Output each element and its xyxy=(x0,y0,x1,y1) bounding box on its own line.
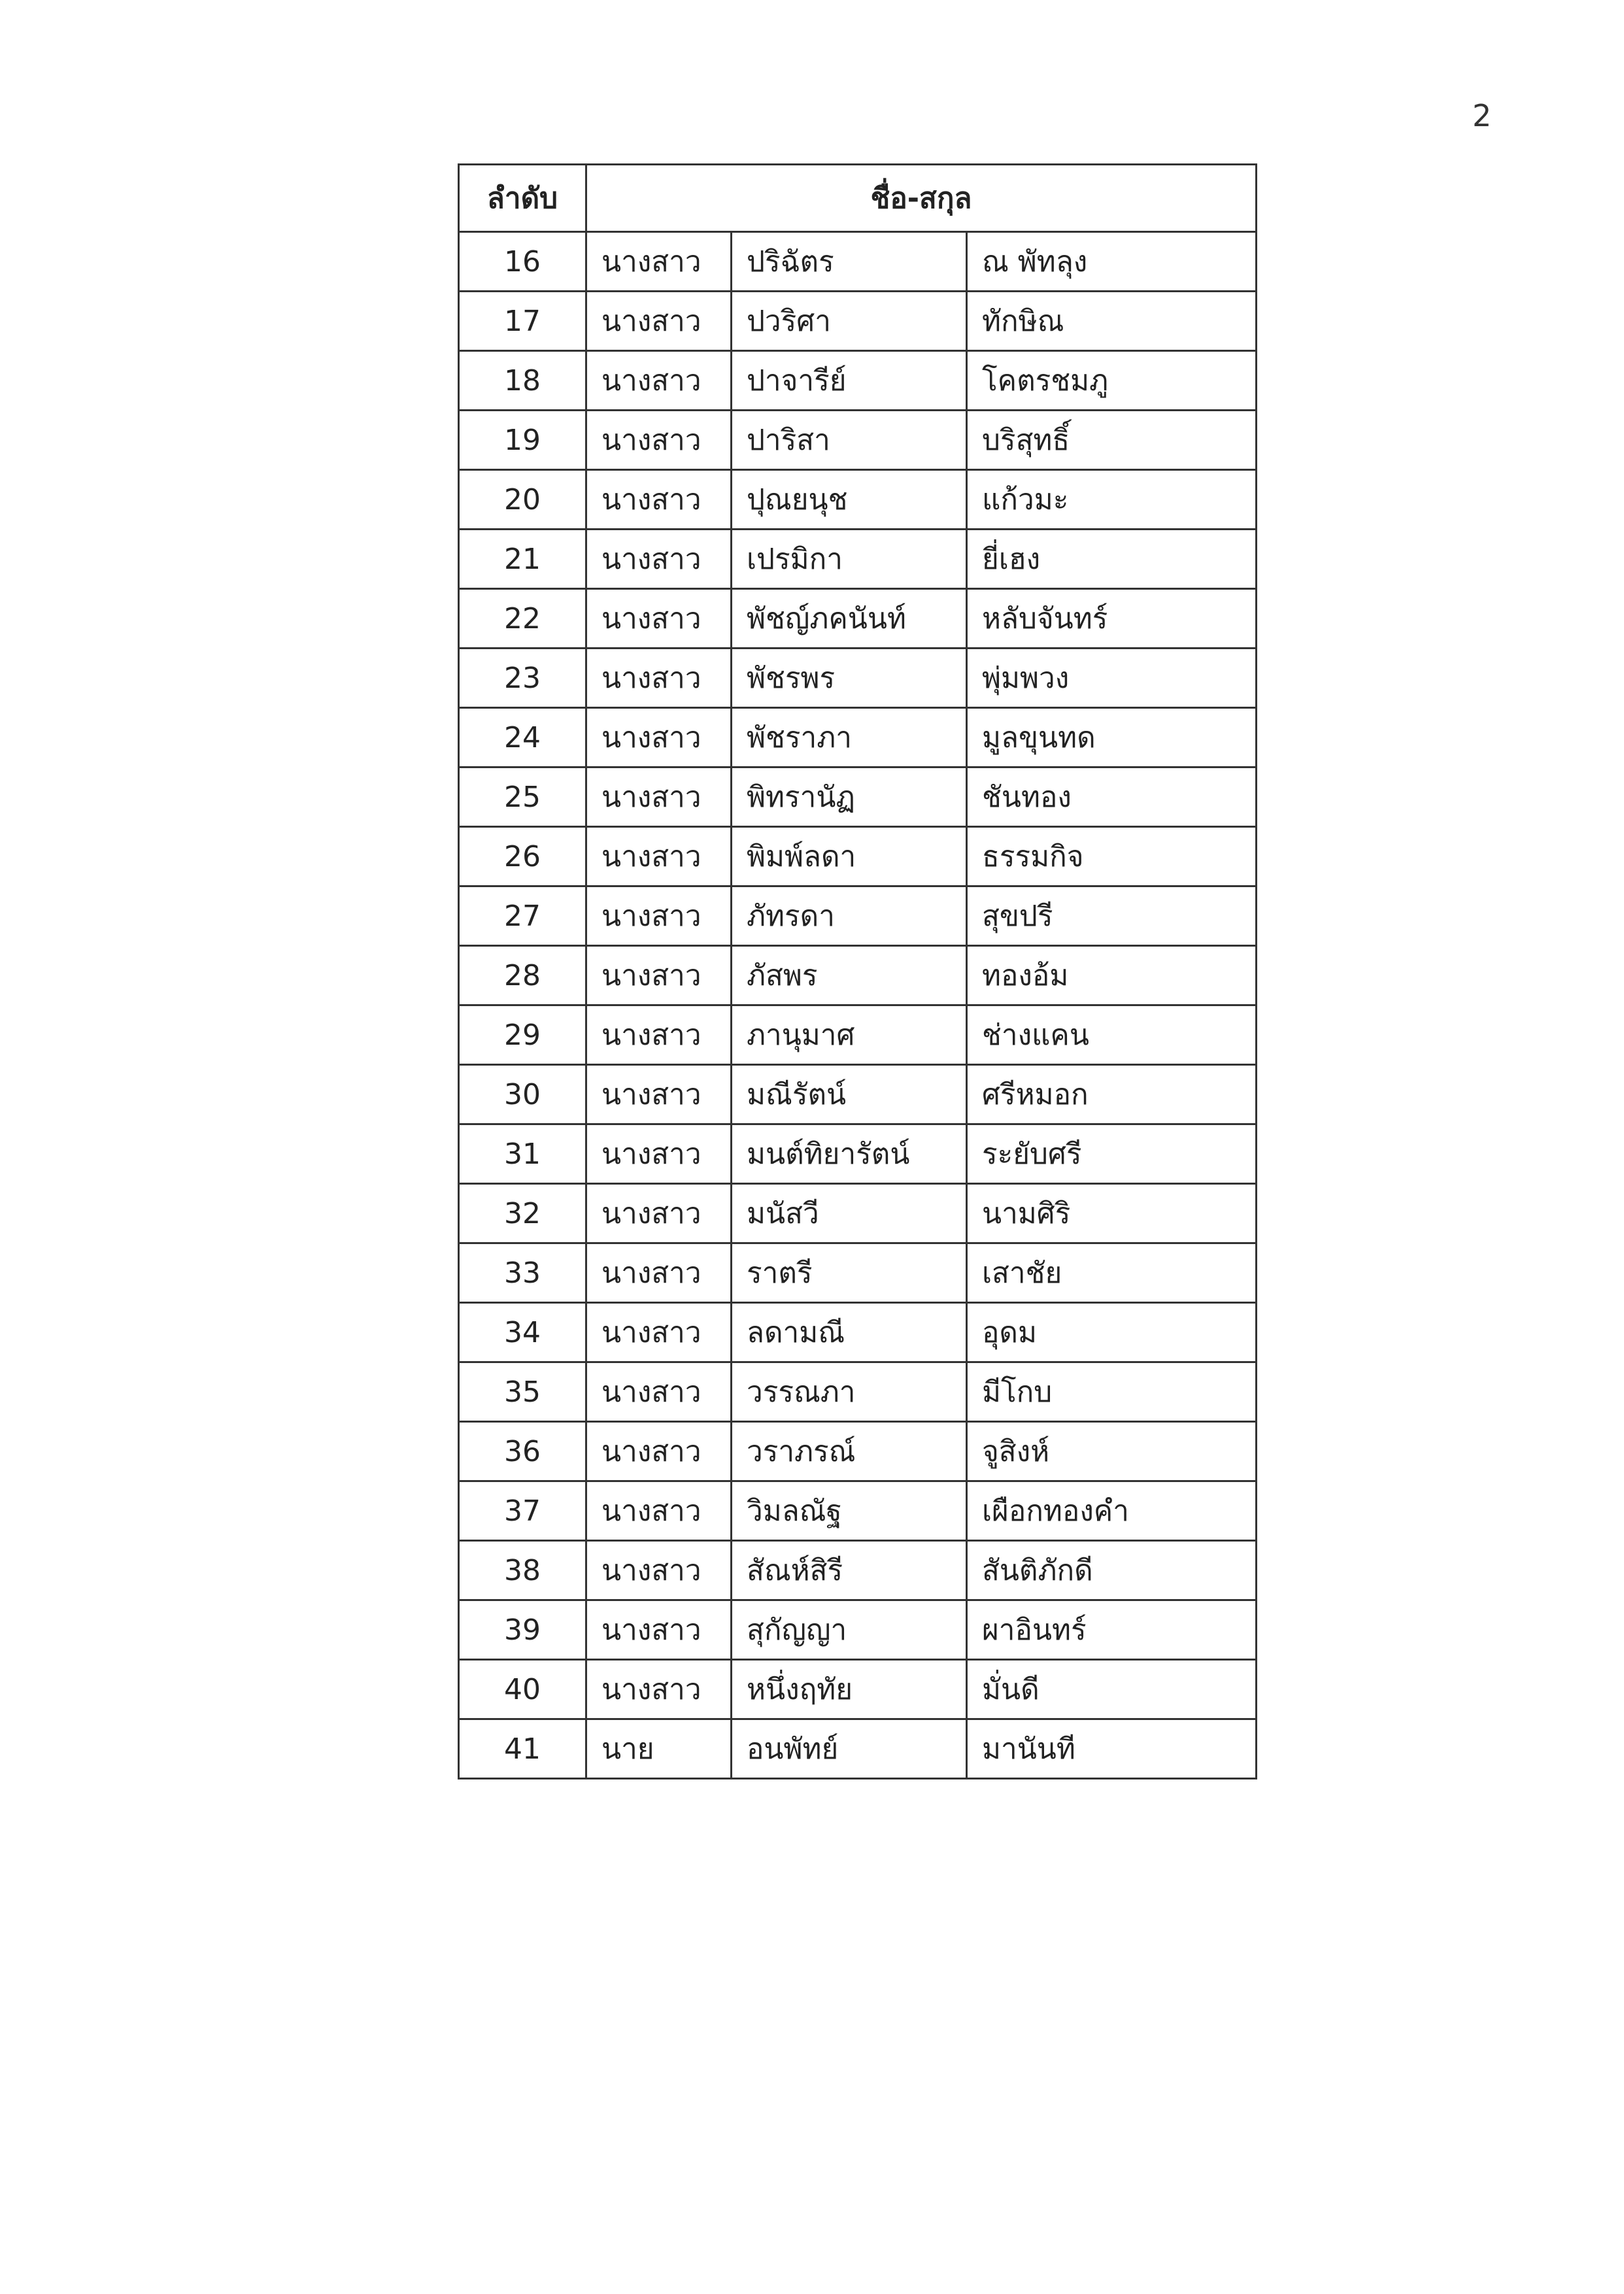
row-last-name: บริสุทธิ์ xyxy=(967,411,1257,470)
row-title: นางสาว xyxy=(586,1600,732,1660)
row-title: นางสาว xyxy=(586,767,732,827)
row-first-name: ปาจารีย์ xyxy=(732,351,967,411)
row-number: 19 xyxy=(459,411,586,470)
row-number: 23 xyxy=(459,649,586,708)
row-first-name: ภัสพร xyxy=(732,946,967,1005)
row-number: 36 xyxy=(459,1422,586,1481)
row-first-name: เปรมิกา xyxy=(732,530,967,589)
table-row xyxy=(459,1005,1257,1065)
table-row xyxy=(459,589,1257,649)
row-first-name: วิมลณัฐ xyxy=(732,1481,967,1541)
row-number: 37 xyxy=(459,1481,586,1541)
row-title: นางสาว xyxy=(586,411,732,470)
row-last-name: ผาอินทร์ xyxy=(967,1600,1257,1660)
row-last-name: เผือกทองคำ xyxy=(967,1481,1257,1541)
table-header-row xyxy=(459,165,1257,232)
row-first-name: ราตรี xyxy=(732,1243,967,1303)
name-list-table xyxy=(458,163,1257,1780)
row-first-name: มนัสวี xyxy=(732,1184,967,1243)
table-row xyxy=(459,1481,1257,1541)
row-title: นางสาว xyxy=(586,1481,732,1541)
table-body xyxy=(459,232,1257,1779)
table-row xyxy=(459,1600,1257,1660)
row-number: 30 xyxy=(459,1065,586,1124)
row-last-name: ช่างแคน xyxy=(967,1005,1257,1065)
row-first-name: สุกัญญา xyxy=(732,1600,967,1660)
row-number: 21 xyxy=(459,530,586,589)
row-first-name: ปริฉัตร xyxy=(732,232,967,292)
row-last-name: นามศิริ xyxy=(967,1184,1257,1243)
row-number: 41 xyxy=(459,1719,586,1779)
row-number: 22 xyxy=(459,589,586,649)
row-first-name: หนึ่งฤทัย xyxy=(732,1660,967,1719)
row-first-name: ภานุมาศ xyxy=(732,1005,967,1065)
table-row xyxy=(459,649,1257,708)
table-row xyxy=(459,1660,1257,1719)
row-title: นางสาว xyxy=(586,292,732,351)
row-number: 24 xyxy=(459,708,586,767)
row-first-name: ปาริสา xyxy=(732,411,967,470)
row-last-name: ธรรมกิจ xyxy=(967,827,1257,886)
row-last-name: หลับจันทร์ xyxy=(967,589,1257,649)
table-row xyxy=(459,1422,1257,1481)
table-row xyxy=(459,1541,1257,1600)
table-row xyxy=(459,1243,1257,1303)
header-number: ลำดับ xyxy=(459,165,586,232)
row-last-name: เสาชัย xyxy=(967,1243,1257,1303)
row-number: 29 xyxy=(459,1005,586,1065)
row-last-name: ศรีหมอก xyxy=(967,1065,1257,1124)
table-row xyxy=(459,1362,1257,1422)
row-last-name: อุดม xyxy=(967,1303,1257,1362)
row-title: นางสาว xyxy=(586,1303,732,1362)
row-title: นางสาว xyxy=(586,946,732,1005)
row-first-name: พัชญ์ภคนันท์ xyxy=(732,589,967,649)
row-number: 35 xyxy=(459,1362,586,1422)
row-number: 31 xyxy=(459,1124,586,1184)
table-row xyxy=(459,1065,1257,1124)
row-first-name: ภัทรดา xyxy=(732,886,967,946)
row-number: 25 xyxy=(459,767,586,827)
row-first-name: อนพัทย์ xyxy=(732,1719,967,1779)
row-last-name: ยี่เฮง xyxy=(967,530,1257,589)
row-last-name: มีโกบ xyxy=(967,1362,1257,1422)
table-row xyxy=(459,1124,1257,1184)
row-title: นางสาว xyxy=(586,1660,732,1719)
row-title: นางสาว xyxy=(586,886,732,946)
row-number: 33 xyxy=(459,1243,586,1303)
row-first-name: พัชราภา xyxy=(732,708,967,767)
row-number: 39 xyxy=(459,1600,586,1660)
row-last-name: ทองอ้ม xyxy=(967,946,1257,1005)
row-first-name: มนต์ทิยารัตน์ xyxy=(732,1124,967,1184)
row-first-name: ปุณยนุช xyxy=(732,470,967,530)
row-last-name: มูลขุนทด xyxy=(967,708,1257,767)
row-title: นางสาว xyxy=(586,232,732,292)
row-title: นางสาว xyxy=(586,649,732,708)
row-title: นางสาว xyxy=(586,1362,732,1422)
table-row xyxy=(459,827,1257,886)
row-title: นางสาว xyxy=(586,1541,732,1600)
row-number: 17 xyxy=(459,292,586,351)
row-number: 28 xyxy=(459,946,586,1005)
row-number: 27 xyxy=(459,886,586,946)
row-last-name: มั่นดี xyxy=(967,1660,1257,1719)
row-title: นางสาว xyxy=(586,530,732,589)
table-row xyxy=(459,411,1257,470)
row-title: นางสาว xyxy=(586,1005,732,1065)
table-row xyxy=(459,1719,1257,1779)
row-first-name: วรรณภา xyxy=(732,1362,967,1422)
table-row xyxy=(459,946,1257,1005)
row-number: 40 xyxy=(459,1660,586,1719)
row-number: 38 xyxy=(459,1541,586,1600)
row-title: นางสาว xyxy=(586,351,732,411)
row-last-name: ระยับศรี xyxy=(967,1124,1257,1184)
table-row xyxy=(459,232,1257,292)
row-title: นางสาว xyxy=(586,589,732,649)
header-full-name: ชื่อ-สกุล xyxy=(586,165,1257,232)
row-last-name: โคตรชมภู xyxy=(967,351,1257,411)
row-title: นางสาว xyxy=(586,470,732,530)
row-number: 26 xyxy=(459,827,586,886)
row-number: 20 xyxy=(459,470,586,530)
table-row xyxy=(459,470,1257,530)
row-number: 32 xyxy=(459,1184,586,1243)
row-title: นางสาว xyxy=(586,1243,732,1303)
table-row xyxy=(459,1303,1257,1362)
row-title: นางสาว xyxy=(586,1184,732,1243)
row-last-name: ชันทอง xyxy=(967,767,1257,827)
row-first-name: พิทรานัฏ xyxy=(732,767,967,827)
table-row xyxy=(459,708,1257,767)
row-first-name: พัชรพร xyxy=(732,649,967,708)
row-first-name: วราภรณ์ xyxy=(732,1422,967,1481)
row-first-name: พิมพ์ลดา xyxy=(732,827,967,886)
row-last-name: สันติภักดี xyxy=(967,1541,1257,1600)
row-number: 34 xyxy=(459,1303,586,1362)
table-row xyxy=(459,767,1257,827)
row-last-name: พุ่มพวง xyxy=(967,649,1257,708)
row-first-name: มณีรัตน์ xyxy=(732,1065,967,1124)
table-row xyxy=(459,292,1257,351)
page-number: 2 xyxy=(1472,98,1492,133)
row-title: นาย xyxy=(586,1719,732,1779)
row-title: นางสาว xyxy=(586,1065,732,1124)
table-row xyxy=(459,1184,1257,1243)
row-number: 16 xyxy=(459,232,586,292)
row-number: 18 xyxy=(459,351,586,411)
row-title: นางสาว xyxy=(586,708,732,767)
row-last-name: ณ พัทลุง xyxy=(967,232,1257,292)
row-first-name: ปวริศา xyxy=(732,292,967,351)
row-first-name: ลดามณี xyxy=(732,1303,967,1362)
row-last-name: สุขปรี xyxy=(967,886,1257,946)
row-title: นางสาว xyxy=(586,827,732,886)
row-last-name: แก้วมะ xyxy=(967,470,1257,530)
row-title: นางสาว xyxy=(586,1422,732,1481)
row-first-name: สัณห์สิรี xyxy=(732,1541,967,1600)
row-title: นางสาว xyxy=(586,1124,732,1184)
row-last-name: จูสิงห์ xyxy=(967,1422,1257,1481)
table-row xyxy=(459,530,1257,589)
table-row xyxy=(459,351,1257,411)
row-last-name: มานันที xyxy=(967,1719,1257,1779)
table-row xyxy=(459,886,1257,946)
row-last-name: ทักษิณ xyxy=(967,292,1257,351)
